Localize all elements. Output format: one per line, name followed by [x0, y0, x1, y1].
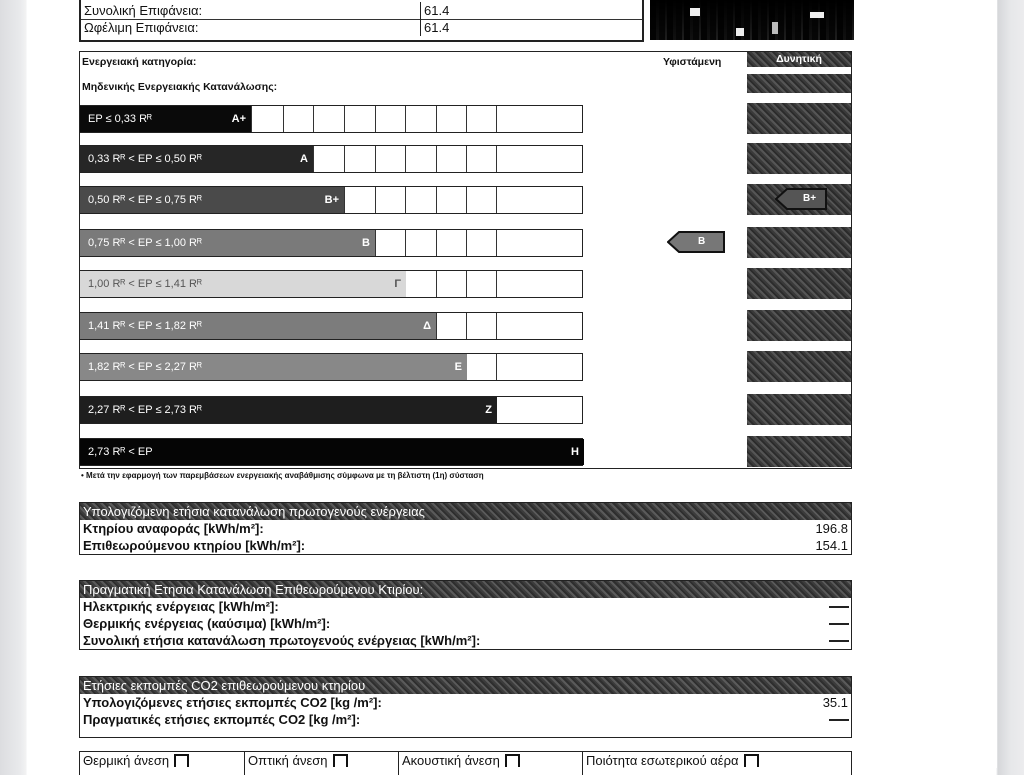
potential-bar: [747, 227, 851, 258]
calculated-row-inspected: [80, 537, 851, 554]
energy-scale-row: [79, 270, 583, 298]
energy-scale-row: [79, 438, 583, 466]
scale-bar-0: [80, 106, 251, 132]
scale-grid-line: [405, 106, 406, 132]
potential-bar: [747, 143, 851, 174]
scale-bar-5: [80, 313, 436, 339]
scale-grade-label: B+: [324, 194, 339, 206]
scale-grid-line: [344, 146, 345, 172]
scale-grid-line: [405, 187, 406, 213]
actual-row-thermal: [80, 615, 851, 632]
comfort-air-quality: [583, 752, 851, 775]
scale-grid-line: [344, 187, 345, 213]
area-label: Συνολική Επιφάνεια:: [84, 3, 203, 18]
scale-range-label: 0,33 Rᴿ < EP ≤ 0,50 Rᴿ: [88, 153, 202, 165]
rating-label: B+: [803, 193, 817, 204]
row-value: 154.1: [815, 538, 848, 553]
comfort-row: [79, 751, 852, 775]
scale-grid-line: [405, 230, 406, 256]
scale-grid-line: [466, 106, 467, 132]
scale-range-label: 1,00 Rᴿ < EP ≤ 1,41 Rᴿ: [88, 278, 202, 290]
scale-grid-line: [436, 313, 437, 339]
scale-grid-line: [496, 146, 497, 172]
comfort-thermal: [80, 752, 245, 775]
row-label: Επιθεωρούμενου κτηρίου [kWh/m²]:: [83, 538, 306, 553]
visual-comfort-checkbox[interactable]: [333, 754, 348, 767]
scale-grid-line: [496, 187, 497, 213]
comfort-visual: [245, 752, 399, 775]
scale-grid-line: [313, 146, 314, 172]
co2-row-actual: [80, 711, 851, 728]
potential-bar: [747, 351, 851, 382]
scale-bar-3: [80, 230, 375, 256]
area-row-useful: [81, 19, 642, 36]
potential-rating-arrow: [775, 188, 827, 210]
potential-bar: [747, 268, 851, 299]
scale-grade-label: Γ: [394, 278, 401, 290]
potential-zero-bar: [747, 74, 851, 93]
scale-grid-line: [251, 106, 252, 132]
comfort-label: Ακουστική άνεση: [402, 753, 500, 768]
scale-grid-line: [496, 354, 497, 380]
scale-grid-line: [436, 187, 437, 213]
scale-bar-4: [80, 271, 406, 297]
scale-grade-label: A+: [231, 113, 246, 125]
scale-range-label: 2,27 Rᴿ < EP ≤ 2,73 Rᴿ: [88, 404, 202, 416]
scale-grid-line: [436, 146, 437, 172]
calculated-row-reference: [80, 520, 851, 537]
energy-scale-row: [79, 353, 583, 381]
area-table: [79, 0, 644, 42]
scale-grid-line: [496, 230, 497, 256]
scale-grid-line: [466, 271, 467, 297]
co2-row-calculated: [80, 694, 851, 711]
existing-rating-arrow: [667, 231, 725, 253]
scale-range-label: 1,41 Rᴿ < EP ≤ 1,82 Rᴿ: [88, 320, 202, 332]
energy-category-label: Ενεργειακή κατηγορία:: [82, 56, 197, 68]
row-value: 196.8: [815, 521, 848, 536]
potential-bar: [747, 436, 851, 467]
row-label: Πραγματικές ετήσιες εκπομπές CO2 [kg /m²]:: [83, 712, 361, 727]
potential-bar: [747, 394, 851, 425]
area-label: Ωφέλιμη Επιφάνεια:: [84, 20, 199, 35]
energy-scale-row: [79, 229, 583, 257]
empty-value-dash: [829, 719, 849, 721]
potential-bar: [747, 310, 851, 341]
row-label: Υπολογιζόμενες ετήσιες εκπομπές CO2 [kg /m²]:: [83, 695, 382, 710]
actual-row-total: [80, 632, 851, 649]
air-quality-checkbox[interactable]: [744, 754, 759, 767]
calculated-consumption-box: [79, 502, 852, 555]
scale-grid-line: [375, 106, 376, 132]
scale-range-label: 0,50 Rᴿ < EP ≤ 0,75 Rᴿ: [88, 194, 202, 206]
scale-grid-line: [344, 106, 345, 132]
area-row-total: [81, 2, 642, 20]
row-value: 35.1: [822, 695, 848, 710]
thermal-comfort-checkbox[interactable]: [174, 754, 189, 767]
energy-scale-row: [79, 396, 583, 424]
scale-grid-line: [436, 230, 437, 256]
empty-value-dash: [829, 623, 849, 625]
scale-grid-line: [283, 106, 284, 132]
scale-grid-line: [375, 230, 376, 256]
scale-grid-line: [466, 230, 467, 256]
energy-scale-row: [79, 312, 583, 340]
scale-grid-line: [496, 313, 497, 339]
scale-grade-label: Δ: [423, 320, 431, 332]
scale-grade-label: H: [571, 446, 579, 458]
scale-grid-line: [466, 313, 467, 339]
scale-grid-line: [436, 271, 437, 297]
comfort-label: Οπτική άνεση: [248, 753, 328, 768]
building-photo: [650, 0, 854, 40]
scale-grid-line: [375, 187, 376, 213]
calculated-title: Υπολογιζόμενη ετήσια κατανάλωση πρωτογενούς ενέργειας: [80, 503, 851, 520]
scale-grade-label: A: [300, 153, 308, 165]
potential-bar: [747, 103, 851, 134]
scale-grid-line: [405, 146, 406, 172]
existing-header: Υφιστάμενη: [663, 56, 722, 68]
comfort-label: Θερμική άνεση: [83, 753, 170, 768]
scale-grid-line: [466, 187, 467, 213]
co2-title: Ετήσιες εκπομπές CO2 επιθεωρούμενου κτηρίου: [80, 677, 851, 694]
scale-grid-line: [496, 271, 497, 297]
scale-range-label: 0,75 Rᴿ < EP ≤ 1,00 Rᴿ: [88, 237, 202, 249]
empty-value-dash: [829, 606, 849, 608]
row-label: Κτηρίου αναφοράς [kWh/m²]:: [83, 521, 264, 536]
actual-row-electric: [80, 598, 851, 615]
comfort-acoustic: [399, 752, 583, 775]
scale-grade-label: B: [362, 237, 370, 249]
scale-grade-label: E: [454, 361, 462, 373]
co2-emissions-box: [79, 676, 852, 738]
potential-header: Δυνητική: [747, 52, 851, 67]
scale-range-label: EP ≤ 0,33 Rᴿ: [88, 113, 152, 125]
scale-grid-line: [466, 146, 467, 172]
scale-grid-line: [496, 106, 497, 132]
scale-grid-line: [436, 106, 437, 132]
scale-grid-line: [313, 106, 314, 132]
energy-scale-row: [79, 145, 583, 173]
acoustic-comfort-checkbox[interactable]: [505, 754, 520, 767]
scale-bar-1: [80, 146, 313, 172]
empty-value-dash: [829, 640, 849, 642]
scale-bar-2: [80, 187, 344, 213]
energy-scale-row: [79, 105, 583, 133]
scale-range-label: 1,82 Rᴿ < EP ≤ 2,27 Rᴿ: [88, 361, 202, 373]
row-label: Θερμικής ενέργειας (καύσιμα) [kWh/m²]:: [83, 616, 331, 631]
scale-grade-label: Z: [485, 404, 492, 416]
footnote: • Μετά την εφαρμογή των παρεμβάσεων ενεργειακής αναβάθμισης σύμφωνα με τη βέλτιστη (1η) σύσταση: [81, 471, 484, 480]
area-value: 61.4: [424, 20, 450, 35]
scale-grid-line: [375, 146, 376, 172]
row-label: Συνολική ετήσια κατανάλωση πρωτογενούς ενέργειας [kWh/m²]:: [83, 633, 481, 648]
scale-bar-7: [80, 397, 497, 423]
zero-energy-label: Μηδενικής Ενεργειακής Κατανάλωσης:: [82, 81, 278, 93]
energy-scale-row: [79, 186, 583, 214]
comfort-label: Ποιότητα εσωτερικού αέρα: [586, 753, 739, 768]
rating-label: B: [698, 236, 706, 247]
scale-bar-8: [80, 439, 584, 465]
actual-consumption-box: [79, 580, 852, 650]
area-value: 61.4: [424, 3, 450, 18]
scale-bar-6: [80, 354, 467, 380]
actual-title: Πραγματική Ετησια Κατανάλωση Επιθεωρούμενου Κτιρίου:: [80, 581, 851, 598]
row-label: Ηλεκτρικής ενέργειας [kWh/m²]:: [83, 599, 279, 614]
scale-range-label: 2,73 Rᴿ < EP: [88, 446, 153, 458]
